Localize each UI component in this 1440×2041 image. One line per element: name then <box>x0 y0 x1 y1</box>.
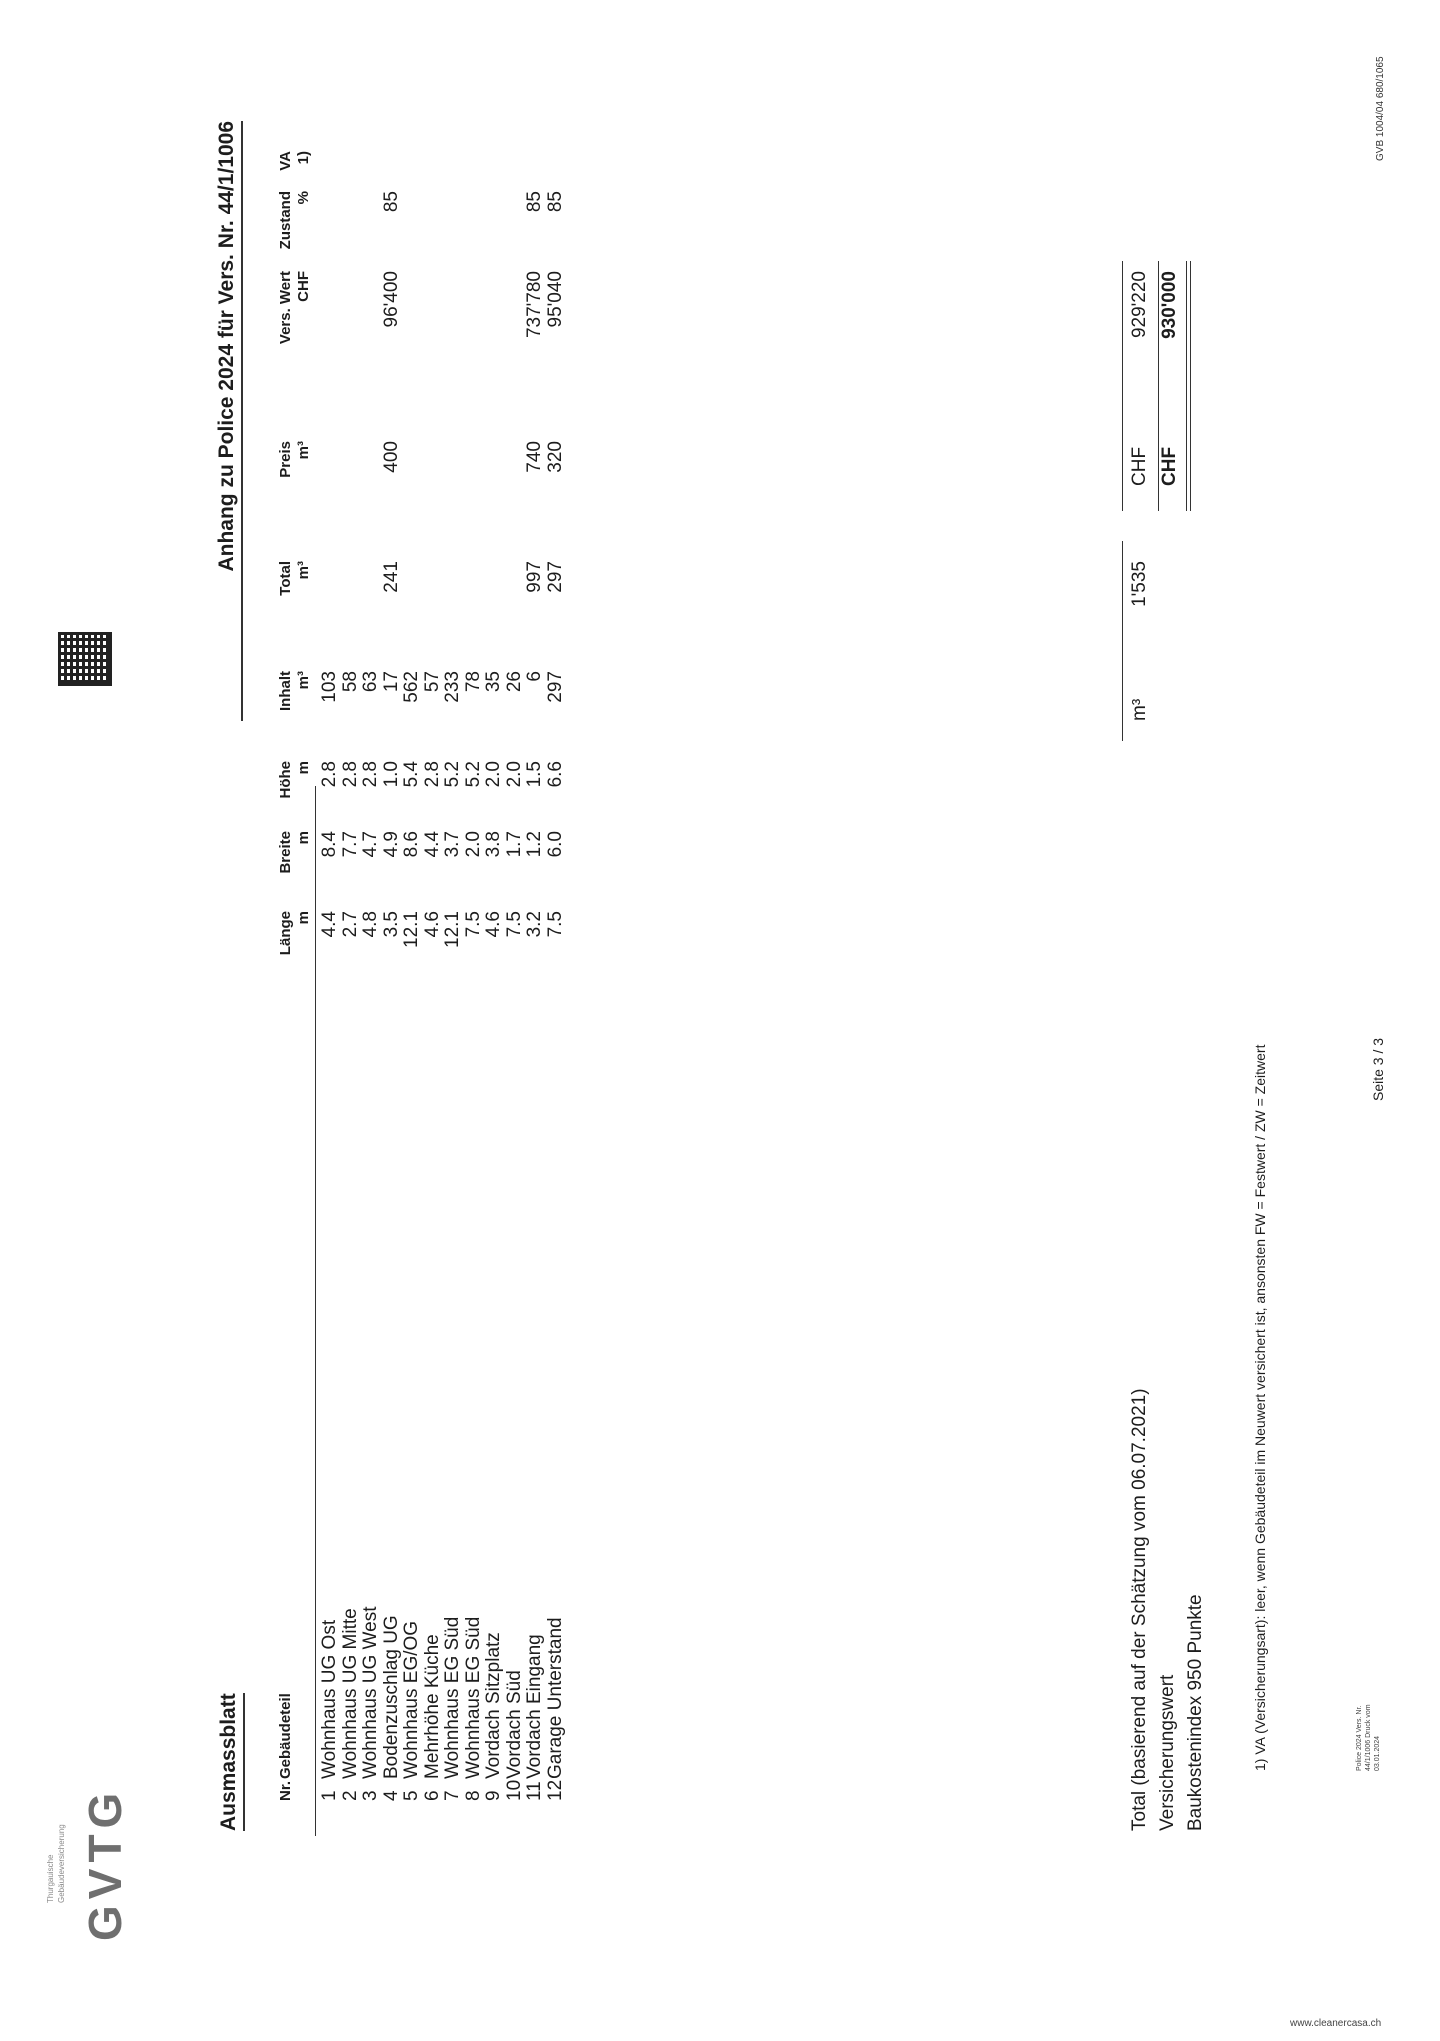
cell-teil: Wohnhaus UG Ost <box>319 1619 340 1779</box>
col-header-zustand: Zustand % <box>277 191 312 250</box>
footer-url: www.cleanercasa.ch <box>1290 2018 1382 2029</box>
page-title: Ausmassblatt <box>217 1693 245 1831</box>
col-header-gebaeudeteil: Gebäudeteil <box>277 1693 294 1779</box>
cell-nr: 7 <box>442 1790 463 1801</box>
cell-breite: 1.2 <box>524 831 545 858</box>
total-unit: m³ <box>1129 698 1150 721</box>
cell-teil: Wohnhaus UG West <box>360 1606 381 1779</box>
insured-value-rule <box>1158 261 1159 511</box>
total-volume: 1'535 <box>1129 561 1150 607</box>
cell-teil: Vordach Süd <box>503 1670 525 1779</box>
cell-inhalt: 78 <box>462 671 484 693</box>
total-value: 929'220 <box>1129 271 1150 339</box>
cell-preis: 400 <box>380 441 402 473</box>
qr-code-icon <box>58 632 112 686</box>
cell-wert: 96'400 <box>380 271 402 328</box>
cell-zustand: 85 <box>524 191 545 213</box>
cell-hoehe: 2.8 <box>319 761 340 788</box>
cell-teil: Wohnhaus EG Süd <box>442 1616 463 1779</box>
cost-index-label: Baukostenindex 950 Punkte <box>1185 1594 1206 1831</box>
cell-inhalt: 562 <box>401 671 422 703</box>
cell-inhalt: 58 <box>339 671 361 693</box>
cell-laenge: 7.5 <box>544 911 566 938</box>
insured-value: 930'000 <box>1159 271 1180 339</box>
insured-value-label: Versicherungswert <box>1157 1674 1178 1831</box>
cell-laenge: 4.6 <box>421 911 443 938</box>
cell-zustand: 85 <box>380 191 402 213</box>
page-number: Seite 3 / 3 <box>1370 1037 1386 1101</box>
cell-hoehe: 1.0 <box>380 761 402 788</box>
reference-code: GVB 1004/04 680/1065 <box>1375 56 1386 161</box>
cell-breite: 3.7 <box>442 831 463 858</box>
cell-teil: Mehrhöhe Küche <box>421 1634 443 1779</box>
cell-breite: 4.4 <box>421 831 443 858</box>
total-label: Total (basierend auf der Schätzung vom 06.07.2021) <box>1129 1388 1150 1831</box>
cell-laenge: 4.8 <box>360 911 381 938</box>
gvtg-logo: GVTG <box>79 1786 131 1941</box>
cell-hoehe: 6.6 <box>544 761 566 788</box>
cell-hoehe: 2.0 <box>483 761 504 788</box>
cell-total: 241 <box>380 561 402 593</box>
cell-total: 297 <box>544 561 566 593</box>
cell-wert: 95'040 <box>544 271 566 328</box>
cell-inhalt: 35 <box>483 671 504 693</box>
insured-double-rule <box>1186 261 1191 511</box>
cell-laenge: 4.4 <box>319 911 340 938</box>
cell-preis: 740 <box>524 441 545 473</box>
cell-breite: 8.6 <box>401 831 422 858</box>
cell-inhalt: 6 <box>524 671 545 682</box>
col-header-laenge: Länge m <box>277 911 312 956</box>
cell-inhalt: 17 <box>380 671 402 693</box>
logo-subtitle: Thurgauische Gebäudeversicherung <box>46 1824 66 1903</box>
cell-teil: Bodenzuschlag UG <box>380 1615 402 1779</box>
header-rule <box>315 786 316 1836</box>
cell-teil: Garage Unterstand <box>544 1617 566 1779</box>
cell-breite: 3.8 <box>483 831 504 858</box>
cell-hoehe: 5.4 <box>401 761 422 788</box>
cell-nr: 4 <box>380 1790 402 1801</box>
total-currency: CHF <box>1129 446 1150 486</box>
cell-inhalt: 297 <box>544 671 566 703</box>
cell-breite: 4.9 <box>380 831 402 858</box>
cell-nr: 1 <box>319 1790 340 1801</box>
footnote: 1) VA (Versicherungsart): leer, wenn Gebäudeteil im Neuwert versichert ist, ansonsten FW = Festwert / ZW = Zeitwert <box>1252 1044 1268 1771</box>
cell-laenge: 7.5 <box>462 911 484 938</box>
cell-hoehe: 2.8 <box>339 761 361 788</box>
cell-total: 997 <box>524 561 545 593</box>
col-header-nr: Nr. <box>277 1780 294 1801</box>
cell-zustand: 85 <box>544 191 566 213</box>
col-header-breite: Breite m <box>277 831 312 874</box>
cell-teil: Wohnhaus UG Mitte <box>339 1608 361 1779</box>
cell-laenge: 4.6 <box>483 911 504 938</box>
col-header-preis: Preis m³ <box>277 441 312 478</box>
cell-inhalt: 63 <box>360 671 381 693</box>
print-info: Police 2024 Vers. Nr. 44/1/1006 Druck vom 03.01.2024 <box>1356 1704 1381 1771</box>
cell-breite: 1.7 <box>503 831 525 858</box>
cell-inhalt: 103 <box>319 671 340 703</box>
cell-teil: Vordach Eingang <box>524 1634 545 1779</box>
cell-laenge: 2.7 <box>339 911 361 938</box>
policy-heading: Anhang zu Police 2024 für Vers. Nr. 44/1/1006 <box>215 121 243 721</box>
cell-hoehe: 2.8 <box>421 761 443 788</box>
cell-hoehe: 5.2 <box>462 761 484 788</box>
cell-hoehe: 2.8 <box>360 761 381 788</box>
total-volume-rule <box>1122 541 1123 741</box>
cell-laenge: 12.1 <box>401 911 422 948</box>
cell-nr: 3 <box>360 1790 381 1801</box>
col-header-vers-wert: Vers. Wert CHF <box>277 271 312 345</box>
cell-inhalt: 57 <box>421 671 443 693</box>
cell-teil: Wohnhaus EG Süd <box>462 1616 484 1779</box>
cell-breite: 4.7 <box>360 831 381 858</box>
col-header-hoehe: Höhe m <box>277 761 312 799</box>
cell-teil: Wohnhaus EG/OG <box>401 1620 422 1779</box>
cell-laenge: 3.5 <box>380 911 402 938</box>
cell-nr: 12 <box>544 1779 566 1801</box>
cell-nr: 6 <box>421 1790 443 1801</box>
total-value-rule <box>1122 261 1123 511</box>
cell-breite: 6.0 <box>544 831 566 858</box>
cell-laenge: 7.5 <box>503 911 525 938</box>
cell-inhalt: 26 <box>503 671 525 693</box>
cell-nr: 10 <box>503 1779 525 1801</box>
cell-hoehe: 5.2 <box>442 761 463 788</box>
cell-laenge: 12.1 <box>442 911 463 948</box>
cell-nr: 8 <box>462 1790 484 1801</box>
insured-currency: CHF <box>1159 446 1180 486</box>
col-header-total: Total m³ <box>277 561 312 596</box>
cell-inhalt: 233 <box>442 671 463 703</box>
cell-nr: 2 <box>339 1790 361 1801</box>
cell-nr: 5 <box>401 1790 422 1801</box>
cell-breite: 2.0 <box>462 831 484 858</box>
cell-breite: 8.4 <box>319 831 340 858</box>
col-header-inhalt: Inhalt m³ <box>277 671 312 711</box>
cell-nr: 9 <box>483 1790 504 1801</box>
cell-breite: 7.7 <box>339 831 361 858</box>
cell-teil: Vordach Sitzplatz <box>483 1632 504 1779</box>
cell-hoehe: 1.5 <box>524 761 545 788</box>
col-header-va: VA 1) <box>277 151 312 171</box>
cell-hoehe: 2.0 <box>503 761 525 788</box>
cell-nr: 11 <box>524 1781 545 1801</box>
cell-preis: 320 <box>544 441 566 473</box>
cell-wert: 737'780 <box>524 271 545 339</box>
cell-laenge: 3.2 <box>524 911 545 938</box>
